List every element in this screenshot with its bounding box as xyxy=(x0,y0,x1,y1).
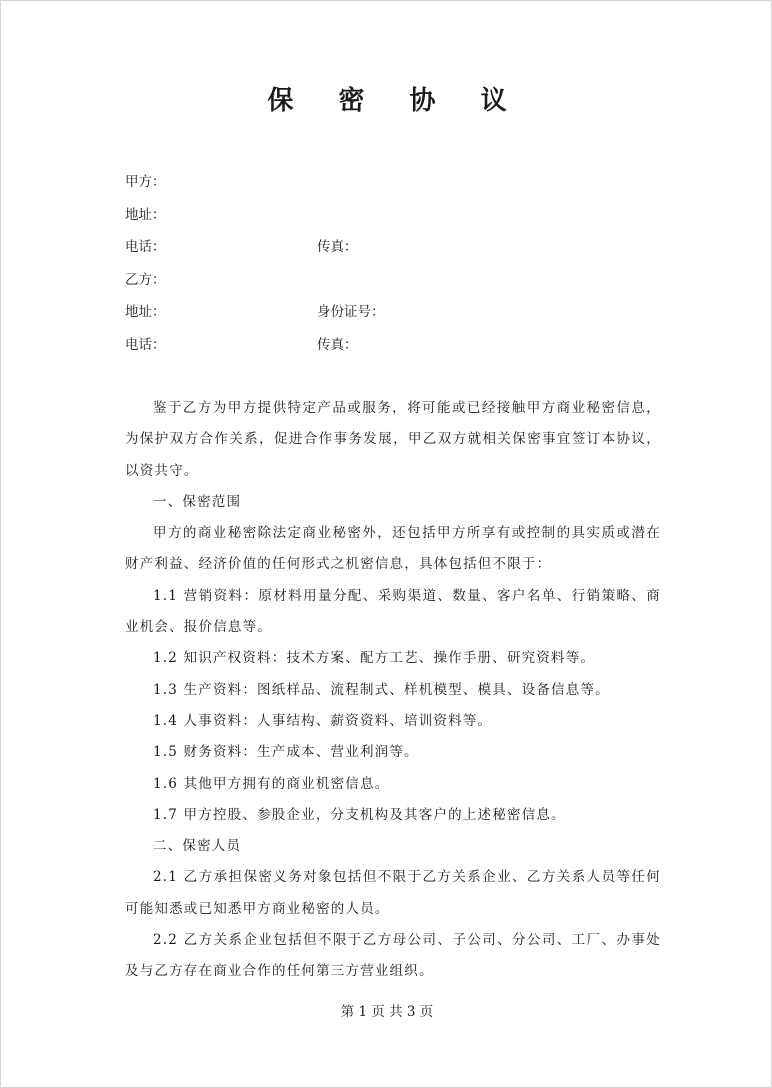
address-b-label: 地址： xyxy=(125,304,166,321)
clause-item: 1.6 其他甲方拥有的商业机密信息。 xyxy=(153,775,390,792)
clause-item: 1.4 人事资料：人事结构、薪资资料、培训资料等。 xyxy=(153,712,493,729)
clause-item: 1.3 生产资料：图纸样品、流程制式、样机模型、模具、设备信息等。 xyxy=(153,681,610,698)
document-body xyxy=(125,393,661,988)
fax-a-label: 传真： xyxy=(317,239,358,256)
preamble-paragraph: 鉴于乙方为甲方提供特定产品或服务，将可能或已经接触甲方商业秘密信息，为保护双方合作关系，促进合作事务发展，甲乙双方就相关保密事宜签订本协议，以资共守。 xyxy=(125,400,661,479)
phone-b-label: 电话： xyxy=(125,336,166,353)
clause-item: 1.7 甲方控股、参股企业，分支机构及其客户的上述秘密信息。 xyxy=(153,806,566,823)
address-a-row xyxy=(125,204,665,237)
party-info xyxy=(125,171,665,367)
party-a-label: 甲方： xyxy=(125,174,166,190)
section-heading: 二、保密人员 xyxy=(153,838,242,855)
phone-a-label: 电话： xyxy=(125,239,166,256)
id-number-b-label: 身份证号： xyxy=(317,304,385,321)
party-b-row xyxy=(125,269,665,302)
body-paragraph: 甲方的商业秘密除法定商业秘密外，还包括甲方所享有或控制的具实质或潜在财产利益、经济价值的任何形式之机密信息，具体包括但不限于： xyxy=(125,525,661,573)
clause-item: 1.2 知识产权资料：技术方案、配方工艺、操作手册、研究资料等。 xyxy=(153,650,596,667)
clause-item: 2.2 乙方关系企业包括但不限于乙方母公司、子公司、分公司、工厂、办事处及与乙方存在商业合作的任何第三方营业组织。 xyxy=(125,932,661,980)
phone-fax-a-row xyxy=(125,236,665,269)
address-a-label: 地址： xyxy=(125,206,166,223)
fax-b-label: 传真： xyxy=(317,336,358,353)
clause-item: 1.5 财务资料：生产成本、营业利润等。 xyxy=(153,744,419,761)
party-a-row xyxy=(125,171,665,204)
page-number-footer: 第 1 页 共 3 页 xyxy=(340,1004,434,1020)
phone-fax-b-row xyxy=(125,334,665,367)
section-heading: 一、保密范围 xyxy=(153,493,242,510)
address-id-b-row xyxy=(125,301,665,334)
clause-item: 2.1 乙方承担保密义务对象包括但不限于乙方关系企业、乙方关系人员等任何可能知悉或已知悉甲方商业秘密的人员。 xyxy=(125,869,661,917)
party-b-label: 乙方： xyxy=(125,271,166,288)
document-title: 保 密 协 议 xyxy=(267,86,525,116)
clause-item: 1.1 营销资料：原材料用量分配、采购渠道、数量、客户名单、行销策略、商业机会、报价信息等。 xyxy=(125,587,661,636)
